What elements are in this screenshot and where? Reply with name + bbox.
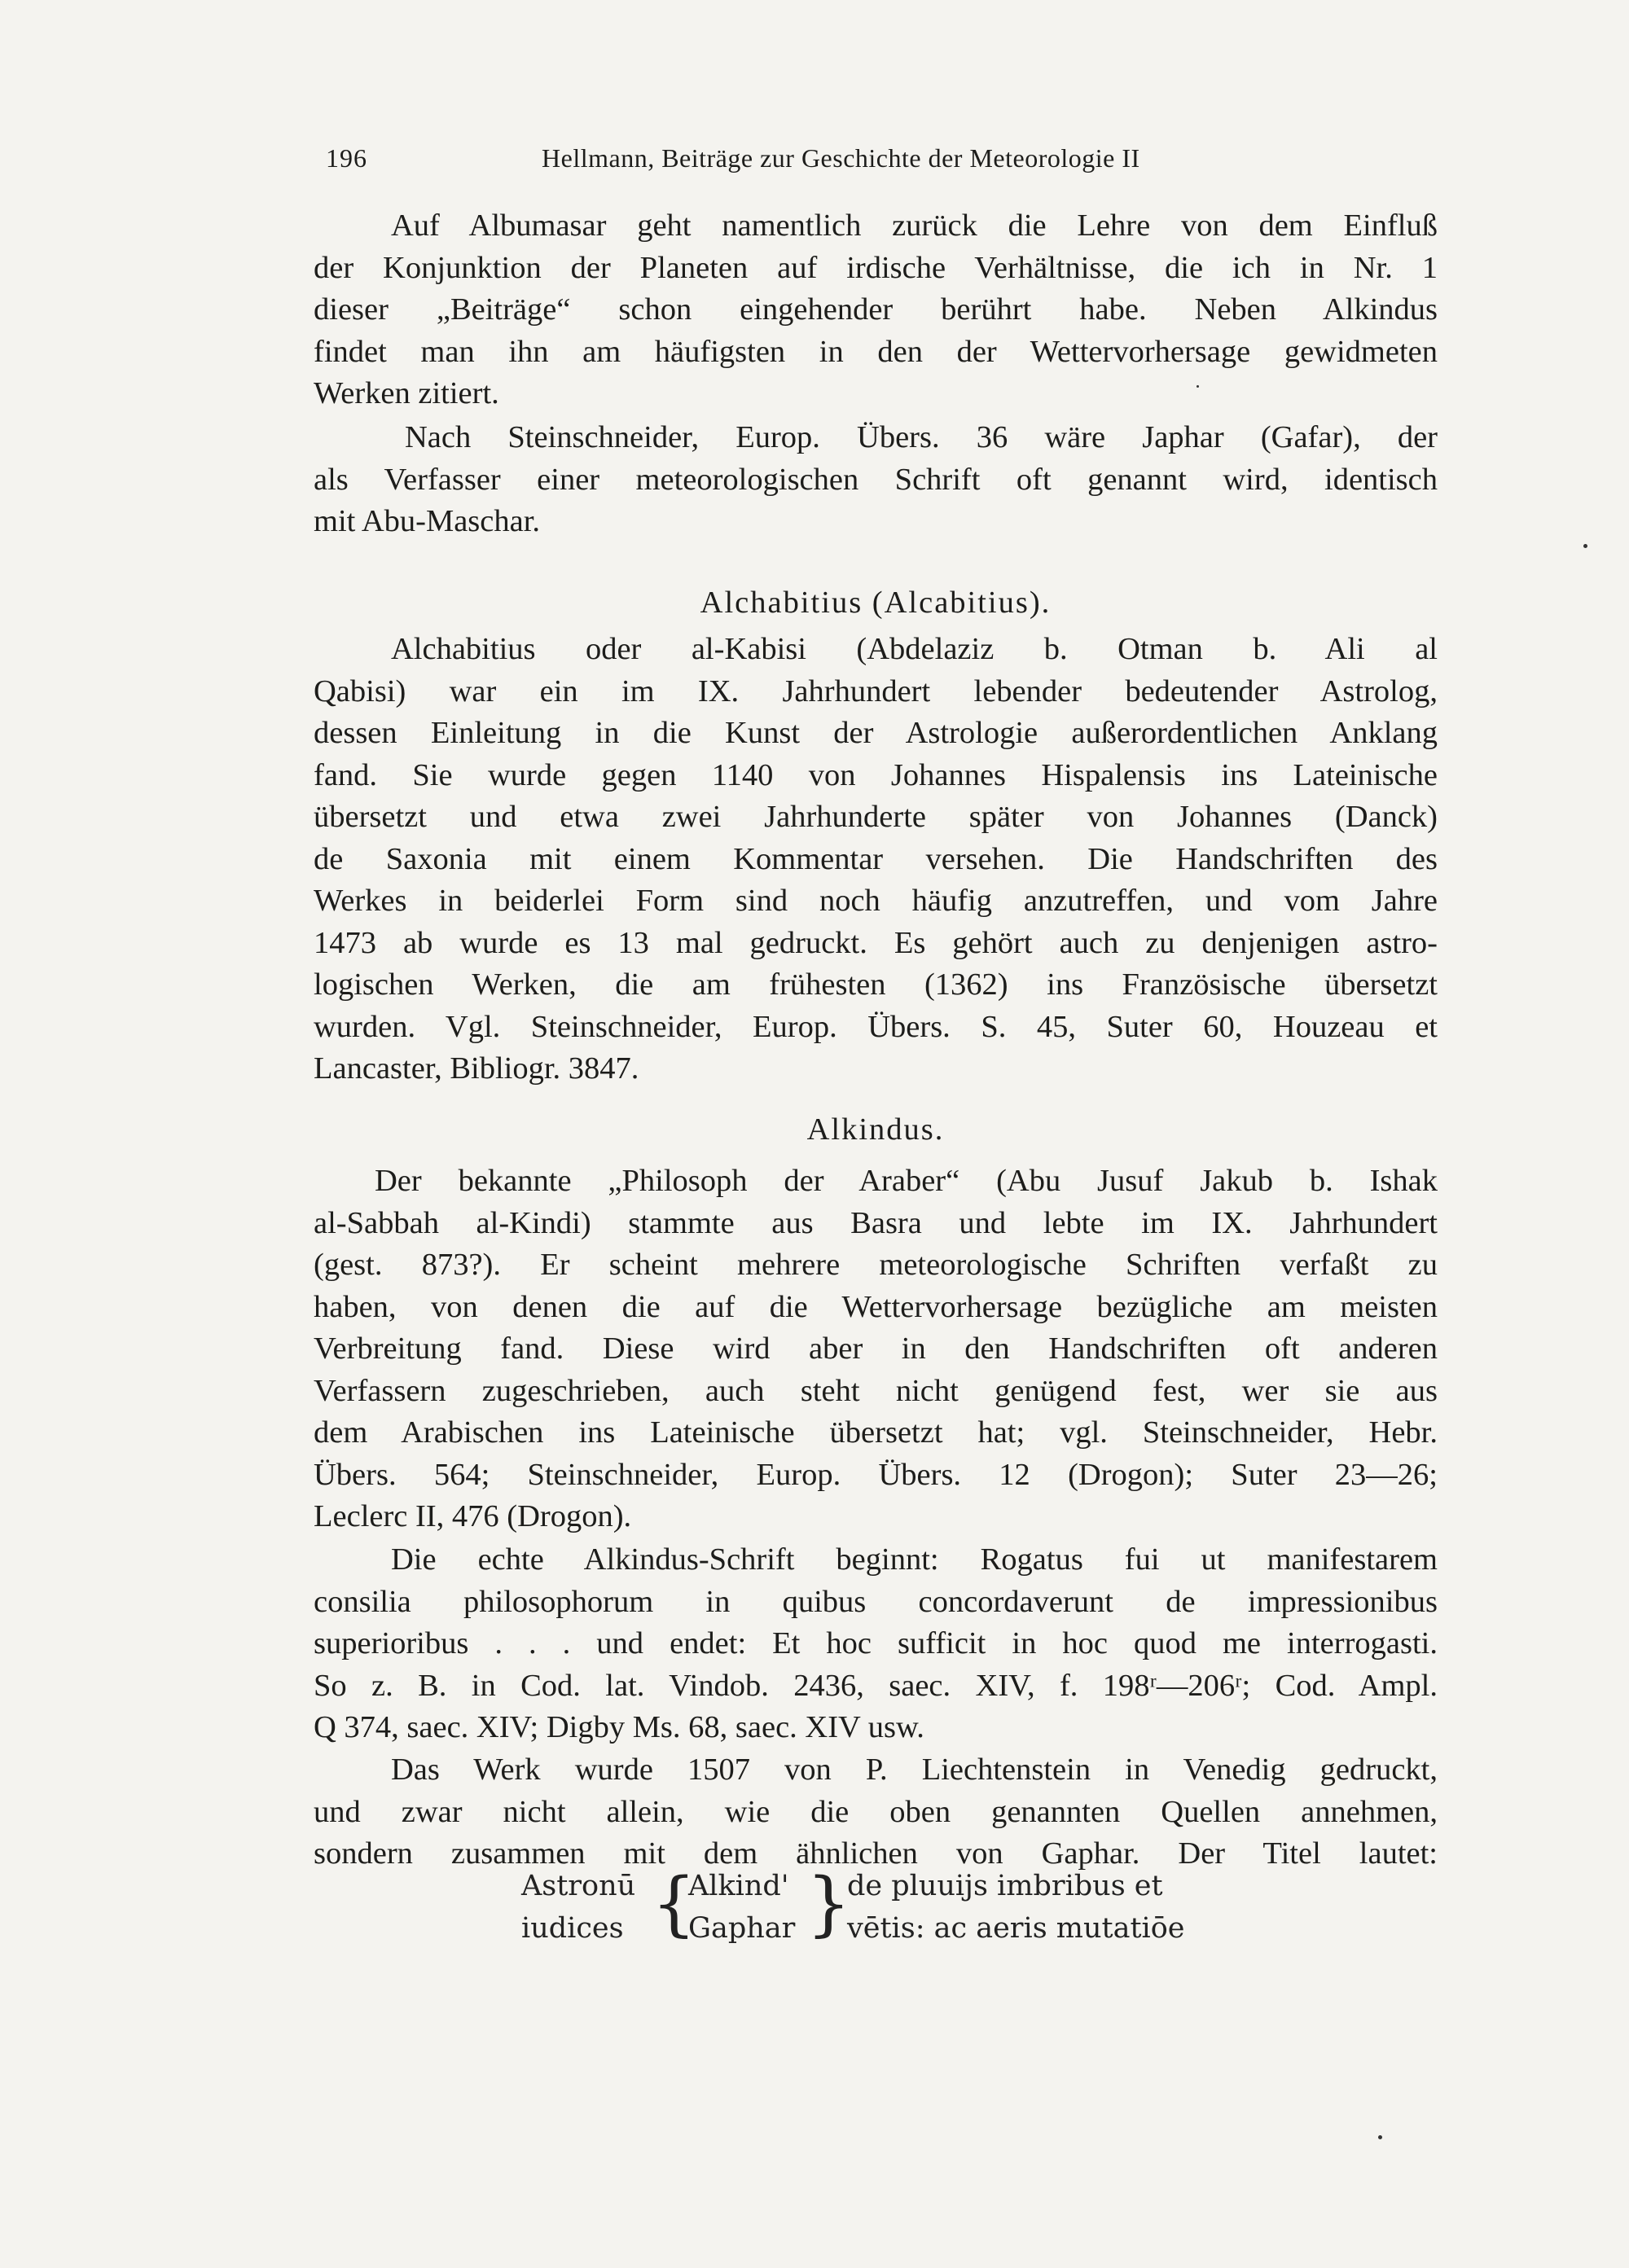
title-text: Alkind' <box>688 1870 789 1902</box>
text-line: Leclerc II, 476 (Drogon). <box>314 1499 632 1533</box>
title-text: de pluuijs imbribus et <box>847 1870 1163 1902</box>
text-line: findet man ihn am häufigsten in den der Wettervorhersage gewidmeten <box>314 334 1438 369</box>
text-line: sondern zusammen mit dem ähnlichen von Gaphar. Der Titel lautet: <box>314 1836 1438 1871</box>
text-line: Übers. 564; Steinschneider, Europ. Übers. 12 (Drogon); Suter 23—26; <box>314 1457 1438 1492</box>
text-line: fand. Sie wurde gegen 1140 von Johannes Hispalensis ins Lateinische <box>314 757 1438 792</box>
title-text: vētis: ac aeris mutatiōe <box>847 1912 1185 1945</box>
paragraph-alchabitius <box>314 629 1438 1090</box>
title-text: Astronū <box>521 1870 636 1902</box>
text-line: Lancaster, Bibliogr. 3847. <box>314 1051 639 1086</box>
section-heading-alkindus: Alkindus. <box>806 1112 945 1147</box>
text-line: So z. B. in Cod. lat. Vindob. 2436, saec. XIV, f. 198ʳ—206ʳ; Cod. Ampl. <box>314 1668 1438 1703</box>
text-line: Auf Albumasar geht namentlich zurück die Lehre von dem Einfluß <box>391 208 1438 243</box>
text-line: superioribus . . . und endet: Et hoc sufficit in hoc quod me interrogasti. <box>314 1626 1438 1660</box>
text-line: Alchabitius oder al-Kabisi (Abdelaziz b. Otman b. Ali al <box>391 632 1438 666</box>
scan-speck <box>1583 544 1587 548</box>
text-line: al-Sabbah al-Kindi) stammte aus Basra und lebte im IX. Jahrhundert <box>314 1205 1438 1240</box>
text-line: Die echte Alkindus-Schrift beginnt: Rogatus fui ut manifestarem <box>391 1542 1438 1577</box>
title-text: Gaphar <box>688 1912 796 1945</box>
paragraph-albumasar-influence <box>314 205 1438 415</box>
text-line: (gest. 873?). Er scheint mehrere meteorologische Schriften verfaßt zu <box>314 1248 1438 1282</box>
text-line: haben, von denen die auf die Wettervorhersage bezügliche am meisten <box>314 1289 1438 1324</box>
text-line: de Saxonia mit einem Kommentar versehen. Die Handschriften des <box>314 841 1438 876</box>
text-line: Der bekannte „Philosoph der Araber“ (Abu Jusuf Jakub b. Ishak <box>375 1164 1438 1198</box>
text-line: Das Werk wurde 1507 von P. Liechtenstein in Venedig gedruckt, <box>391 1753 1438 1787</box>
title-column-1 <box>521 1865 635 1950</box>
section-heading-alchabitius: Alchabitius (Alcabitius). <box>700 586 1052 620</box>
text-line: als Verfasser einer meteorologischen Schrift oft genannt wird, identisch <box>314 462 1438 497</box>
paragraph-alkindus-incipit <box>314 1539 1438 1749</box>
text-line: Nach Steinschneider, Europ. Übers. 36 wäre Japhar (Gafar), der <box>405 420 1438 454</box>
text-line: der Konjunktion der Planeten auf irdische Verhältnisse, die ich in Nr. 1 <box>314 250 1438 285</box>
scan-speck <box>1378 2135 1382 2139</box>
text-line: Werkes in beiderlei Form sind noch häufig anzutreffen, und vom Jahre <box>314 884 1438 918</box>
scan-speck <box>1197 385 1199 388</box>
paragraph-alkindus-bio <box>314 1160 1438 1538</box>
text-line: und zwar nicht allein, wie die oben genannten Quellen annehmen, <box>314 1794 1438 1829</box>
title-column-2 <box>688 1865 795 1950</box>
running-title: Hellmann, Beiträge zur Geschichte der Meteorologie II <box>542 143 1140 173</box>
text-line: consilia philosophorum in quibus concordaverunt de impressionibus <box>314 1584 1438 1619</box>
text-line: dessen Einleitung in die Kunst der Astrologie außerordentlichen Anklang <box>314 716 1438 750</box>
paragraph-alkindus-print <box>314 1749 1438 1875</box>
title-column-3 <box>847 1865 1185 1950</box>
text-line: mit Abu-Maschar. <box>314 504 541 538</box>
text-line: dieser „Beiträge“ schon eingehender berührt habe. Neben Alkindus <box>314 292 1438 327</box>
text-line: Werken zitiert. <box>314 376 499 410</box>
page-header <box>326 143 1254 192</box>
text-line: Verfassern zugeschrieben, auch steht nicht genügend fest, wer sie aus <box>314 1373 1438 1408</box>
right-brace-icon: } <box>806 1863 851 1945</box>
text-line: übersetzt und etwa zwei Jahrhunderte später von Johannes (Danck) <box>314 800 1438 834</box>
text-line: wurden. Vgl. Steinschneider, Europ. Übers. S. 45, Suter 60, Houzeau et <box>314 1009 1438 1044</box>
text-line: 1473 ab wurde es 13 mal gedruckt. Es gehört auch zu denjenigen astro- <box>314 925 1438 960</box>
text-line: dem Arabischen ins Lateinische übersetzt hat; vgl. Steinschneider, Hebr. <box>314 1415 1438 1450</box>
paragraph-japhar <box>314 417 1438 543</box>
left-brace-icon: { <box>652 1863 696 1945</box>
text-line: Q 374, saec. XIV; Digby Ms. 68, saec. XIV usw. <box>314 1710 924 1744</box>
text-line: logischen Werken, die am frühesten (1362) ins Französische übersetzt <box>314 967 1438 1002</box>
text-line: Qabisi) war ein im IX. Jahrhundert lebender bedeutender Astrolog, <box>314 673 1438 708</box>
text-line: Verbreitung fand. Diese wird aber in den Handschriften oft anderen <box>314 1331 1438 1366</box>
fraktur-title-quote <box>521 1865 1434 1954</box>
title-text: iudices <box>521 1912 624 1945</box>
page-number: 196 <box>326 143 367 173</box>
